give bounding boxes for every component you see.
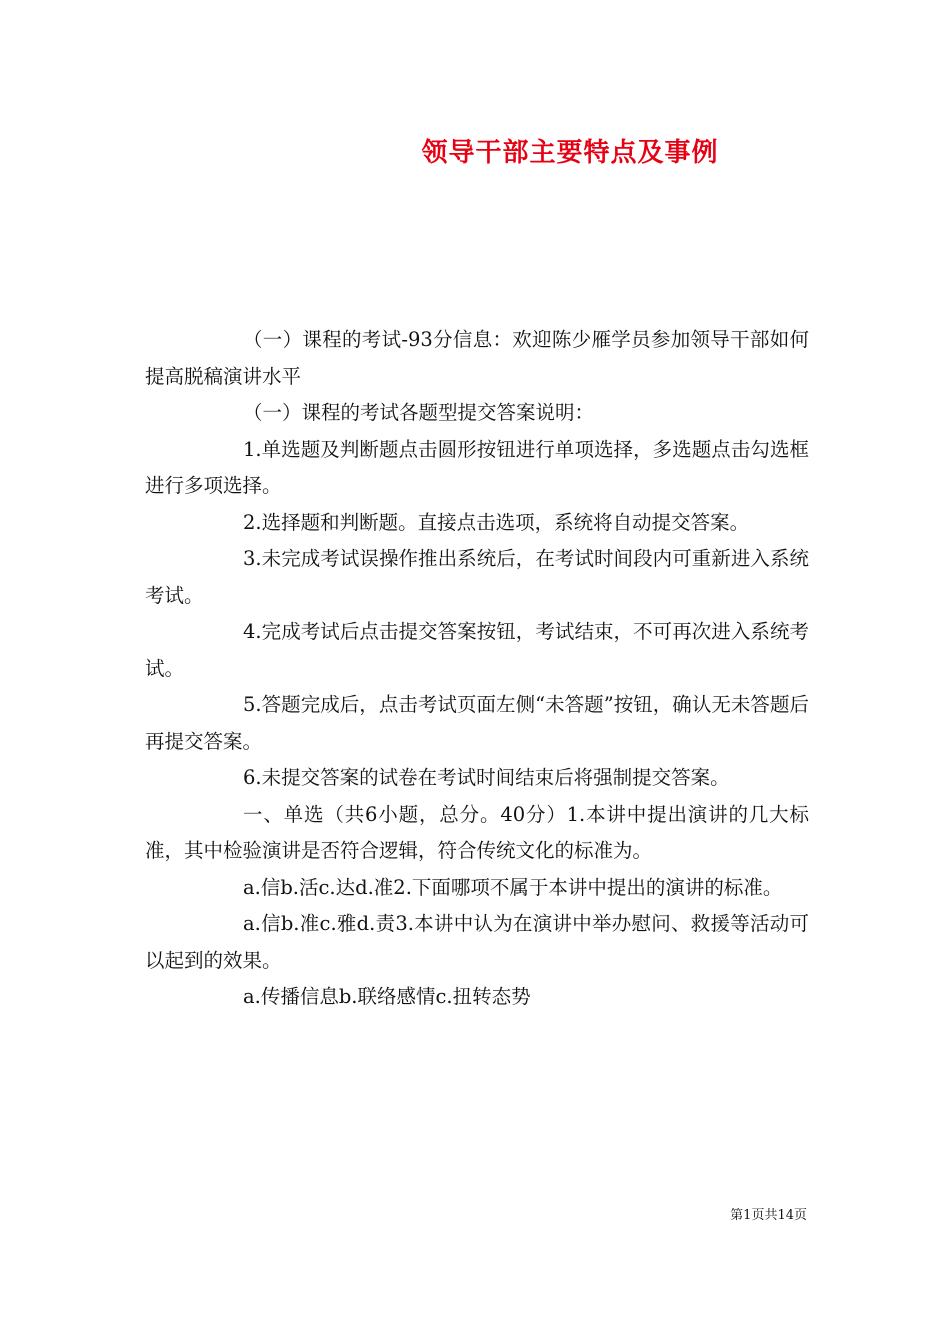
document-title: 领导干部主要特点及事例 (421, 138, 719, 168)
paragraph: 6.未提交答案的试卷在考试时间结束后将强制提交答案。 (243, 766, 730, 789)
page-footer: 第1页共14页 (730, 1208, 807, 1223)
paragraph: 4.完成考试后点击提交答案按钮，考试结束，不可再次进入系统考试。 (145, 620, 809, 680)
paragraph: 5.答题完成后，点击考试页面左侧“未答题”按钮，确认无未答题后再提交答案。 (145, 693, 809, 753)
paragraph: a.信b.活c.达d.准2.下面哪项不属于本讲中提出的演讲的标准。 (243, 875, 783, 899)
paragraph: 一、单选（共6小题，总分。40分）1.本讲中提出演讲的几大标准，其中检验演讲是否符合逻辑，符合传统文化的标准为。 (145, 802, 809, 862)
paragraph: 2.选择题和判断题。直接点击选项，系统将自动提交答案。 (243, 510, 750, 534)
paragraph: 1.单选题及判断题点击圆形按钮进行单项选择，多选题点击勾选框进行多项选择。 (145, 437, 809, 497)
paragraph: a.信b.准c.雅d.责3.本讲中认为在演讲中举办慰问、救援等活动可以起到的效果。 (145, 912, 809, 972)
paragraph: （一）课程的考试各题型提交答案说明： (243, 401, 595, 424)
paragraph: （一）课程的考试-93分信息：欢迎陈少雁学员参加领导干部如何提高脱稿演讲水平 (145, 328, 809, 388)
paragraph: 3.未完成考试误操作推出系统后，在考试时间段内可重新进入系统考试。 (145, 547, 809, 607)
paragraph: a.传播信息b.联络感情c.扭转态势 (243, 985, 531, 1008)
document-body (145, 322, 809, 1016)
